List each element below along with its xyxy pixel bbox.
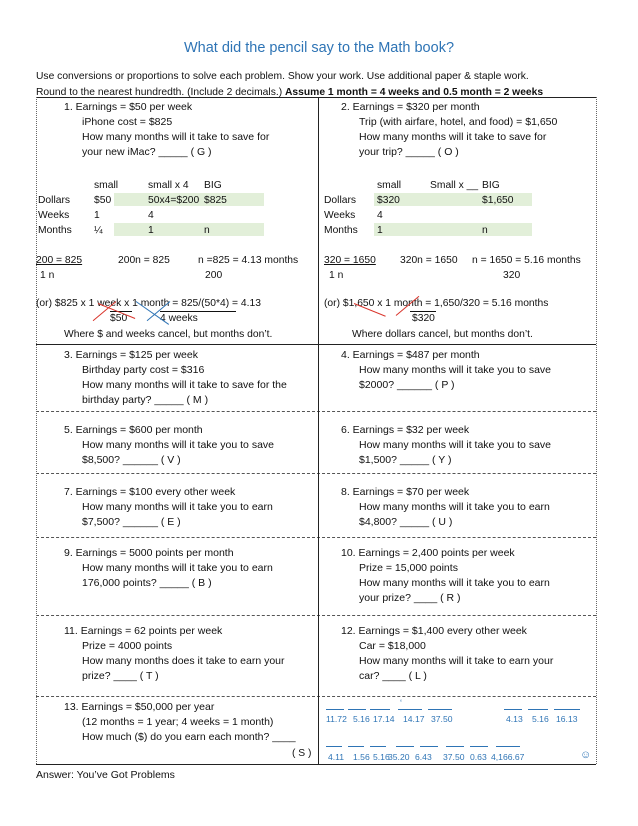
answer-blank-line <box>396 746 414 747</box>
problem-4-question: How many months will it take you to save <box>359 364 551 376</box>
problem-7-answer-blank: $7,500? ______ ( E ) <box>82 516 181 528</box>
apostrophe-mark: ‘ <box>400 698 402 708</box>
unit-conversion: (or) $1,650 x 1 month = 1,650/320 = 5.16 months <box>324 298 549 309</box>
problem-1-answer-blank: your new iMac? _____ ( G ) <box>82 146 212 158</box>
problem-4 <box>341 348 551 393</box>
problem-6 <box>341 423 551 468</box>
table-cell: n <box>204 225 210 236</box>
problem-8-question: How many months will it take you to earn <box>359 501 550 513</box>
table-cell: $50 <box>94 195 112 206</box>
grid-top-border <box>36 97 596 98</box>
problem-3-answer-blank: birthday party? _____ ( M ) <box>82 394 209 406</box>
grid-center-divider <box>318 97 319 764</box>
fraction-bar <box>196 311 236 312</box>
table-cell: 1 <box>377 225 383 236</box>
smiley-icon: ☺ <box>580 749 592 761</box>
problem-10-prize: Prize = 15,000 points <box>359 562 458 574</box>
proportion-equation: 200 = 825 <box>36 255 83 266</box>
answer-blank-line <box>554 709 580 710</box>
answer-blank-line <box>496 746 520 747</box>
unit-conversion-denominator: $50 <box>110 313 128 324</box>
problem-9 <box>64 546 273 591</box>
proportion-denominators: 1 n <box>40 270 55 281</box>
problem-13-question: How much ($) do you earn each month? ____ <box>82 731 296 743</box>
problem-9-earnings: 9. Earnings = 5000 points per month <box>64 547 234 559</box>
answer-blank-line <box>428 709 452 710</box>
answer-value: 5.16 <box>373 752 390 762</box>
table-row-label: Months <box>38 225 72 236</box>
answer-value: 5.16 <box>353 714 370 724</box>
table-cell: $320 <box>377 195 400 206</box>
problem-12-answer-blank: car? ____ ( L ) <box>359 670 427 682</box>
problem-13-letter: ( S ) <box>292 748 312 759</box>
problem-10-question: How many months will it take you to earn <box>359 577 550 589</box>
problem-1-note: Where $ and weeks cancel, but months don’t. <box>64 329 273 340</box>
problem-12-question: How many months will it take to earn your <box>359 655 554 667</box>
solution-denominator: 320 <box>503 270 521 281</box>
answer-blank-line <box>504 709 522 710</box>
problem-11-answer-blank: prize? ____ ( T ) <box>82 670 159 682</box>
problem-13-conversion-note: (12 months = 1 year; 4 weeks = 1 month) <box>82 716 274 728</box>
table-row-label: Weeks <box>38 210 70 221</box>
problem-7-earnings: 7. Earnings = $100 every other week <box>64 486 236 498</box>
page-title: What did the pencil say to the Math book? <box>183 40 455 56</box>
instructions-assumption: Assume 1 month = 4 weeks and 0.5 month = 2 weeks <box>285 87 544 98</box>
table-row-label: Months <box>324 225 358 236</box>
problem-7 <box>64 485 273 530</box>
problem-2-question: How many months will it take to save for <box>359 131 547 143</box>
table-header-mid: Small x __ <box>430 180 479 191</box>
answer-value: 4.13 <box>506 714 523 724</box>
table-cell: 1 <box>148 225 154 236</box>
grid-divider <box>36 344 596 345</box>
answer-value: 1.56 <box>353 752 370 762</box>
highlight-cell <box>114 223 264 236</box>
highlight-cell <box>374 223 532 236</box>
unit-conversion-denominator: $320 <box>412 313 435 324</box>
problem-6-answer-blank: $1,500? _____ ( Y ) <box>359 454 452 466</box>
table-row-label: Dollars <box>38 195 71 206</box>
answer-blank-line <box>348 746 364 747</box>
proportion-equation: 320 = 1650 <box>324 255 376 266</box>
footer-answer: Answer: You’ve Got Problems <box>36 769 175 781</box>
problem-12-earnings: 12. Earnings = $1,400 every other week <box>341 625 527 637</box>
problem-3 <box>64 348 287 408</box>
problem-4-answer-blank: $2000? ______ ( P ) <box>359 379 455 391</box>
solution: n =825 = 4.13 months <box>198 255 299 266</box>
table-header-big: BIG <box>482 180 500 191</box>
problem-5-answer-blank: $8,500? ______ ( V ) <box>82 454 181 466</box>
table-cell: 50x4=$200 <box>148 195 200 206</box>
table-header-big: BIG <box>204 180 222 191</box>
instructions-rounding: Round to the nearest hundredth. (Include 2 decimals.) <box>36 87 285 98</box>
solution: n = 1650 = 5.16 months <box>472 255 581 266</box>
answer-blank-line <box>326 746 342 747</box>
table-cell: 1 <box>94 210 100 221</box>
answer-value: 6.43 <box>415 752 432 762</box>
problem-2-note: Where dollars cancel, but months don’t. <box>352 329 533 340</box>
table-cell: 4 <box>148 210 154 221</box>
problem-11 <box>64 624 285 684</box>
table-row-label: Dollars <box>324 195 357 206</box>
answer-blank-line <box>446 746 464 747</box>
fraction-bar <box>410 311 436 312</box>
problem-10-earnings: 10. Earnings = 2,400 points per week <box>341 547 515 559</box>
problem-13-earnings: 13. Earnings = $50,000 per year <box>64 701 215 713</box>
problem-11-question: How many months does it take to earn your <box>82 655 285 667</box>
cross-multiply: 320n = 1650 <box>400 255 458 266</box>
table-header-small: small <box>94 180 119 191</box>
problem-11-prize: Prize = 4000 points <box>82 640 173 652</box>
problem-2 <box>341 100 557 160</box>
grid-right-border <box>596 97 597 764</box>
answer-blank-line <box>348 709 366 710</box>
answer-value: 0.63 <box>470 752 487 762</box>
unit-conversion-denominator: 4 weeks <box>160 313 198 324</box>
table-row-label: Weeks <box>324 210 356 221</box>
problem-13 <box>64 700 296 745</box>
grid-divider <box>36 411 596 412</box>
problem-1-earnings: 1. Earnings = $50 per week <box>64 101 193 113</box>
answer-value: 35.20 <box>388 752 410 762</box>
answer-blank-line <box>528 709 548 710</box>
answer-value: 5.16 <box>532 714 549 724</box>
problem-1 <box>64 100 269 160</box>
problem-12-cost: Car = $18,000 <box>359 640 426 652</box>
problem-2-earnings: 2. Earnings = $320 per month <box>341 101 480 113</box>
answer-value: 4.11 <box>328 752 345 762</box>
answer-value: 16.13 <box>556 714 578 724</box>
table-cell: 4 <box>377 210 383 221</box>
cross-multiply: 200n = 825 <box>118 255 170 266</box>
problem-3-cost: Birthday party cost = $316 <box>82 364 205 376</box>
problem-10 <box>341 546 550 606</box>
answer-blank-line <box>420 746 438 747</box>
problem-7-question: How many months will it take you to earn <box>82 501 273 513</box>
unit-conversion: (or) $825 x 1 week x 1 month = 825/(50*4) = 4.13 <box>36 298 261 309</box>
problem-3-question: How many months will it take to save for the <box>82 379 287 391</box>
grid-divider <box>36 537 596 538</box>
problem-5-question: How many months will it take you to save <box>82 439 274 451</box>
proportion-denominators: 1 n <box>329 270 344 281</box>
table-cell: n <box>482 225 488 236</box>
answer-blank-line <box>370 746 386 747</box>
instructions-line-1: Use conversions or proportions to solve each problem. Show your work. Use additional paper & staple work. <box>36 71 529 82</box>
answer-blank-line <box>470 746 488 747</box>
answer-value: 14.17 <box>403 714 425 724</box>
grid-divider <box>36 473 596 474</box>
problem-6-question: How many months will it take you to save <box>359 439 551 451</box>
problem-grid <box>36 97 596 764</box>
answer-value: 11.72 <box>326 714 347 724</box>
problem-9-question: How many months will it take you to earn <box>82 562 273 574</box>
grid-bottom-border <box>36 764 596 765</box>
problem-5-earnings: 5. Earnings = $600 per month <box>64 424 203 436</box>
problem-6-earnings: 6. Earnings = $32 per week <box>341 424 470 436</box>
table-header-small: small <box>377 180 402 191</box>
answer-blank-line <box>326 709 344 710</box>
problem-8-earnings: 8. Earnings = $70 per week <box>341 486 470 498</box>
problem-3-earnings: 3. Earnings = $125 per week <box>64 349 198 361</box>
answer-value: 37.50 <box>443 752 465 762</box>
answer-blank-line <box>398 709 422 710</box>
problem-2-cost: Trip (with airfare, hotel, and food) = $1,650 <box>359 116 558 128</box>
problem-2-answer-blank: your trip? _____ ( O ) <box>359 146 459 158</box>
problem-8-answer-blank: $4,800? _____ ( U ) <box>359 516 453 528</box>
grid-divider <box>36 696 596 697</box>
problem-12 <box>341 624 553 684</box>
problem-8 <box>341 485 550 530</box>
grid-divider <box>36 615 596 616</box>
solution-denominator: 200 <box>205 270 223 281</box>
answer-value: 17.14 <box>373 714 395 724</box>
problem-11-earnings: 11. Earnings = 62 points per week <box>64 625 223 637</box>
problem-1-question: How many months will it take to save for <box>82 131 270 143</box>
table-cell: $825 <box>204 195 227 206</box>
problem-10-answer-blank: your prize? ____ ( R ) <box>359 592 461 604</box>
problem-1-cost: iPhone cost = $825 <box>82 116 173 128</box>
table-cell: $1,650 <box>482 195 514 206</box>
answer-value: 37.50 <box>431 714 453 724</box>
answer-blank-line <box>370 709 390 710</box>
table-cell: ¼ <box>94 225 103 236</box>
problem-5 <box>64 423 274 468</box>
answer-value: 4,166.67 <box>491 752 525 762</box>
grid-left-border <box>36 97 37 764</box>
table-header-mid: small x 4 <box>148 180 189 191</box>
problem-4-earnings: 4. Earnings = $487 per month <box>341 349 480 361</box>
problem-9-answer-blank: 176,000 points? _____ ( B ) <box>82 577 212 589</box>
